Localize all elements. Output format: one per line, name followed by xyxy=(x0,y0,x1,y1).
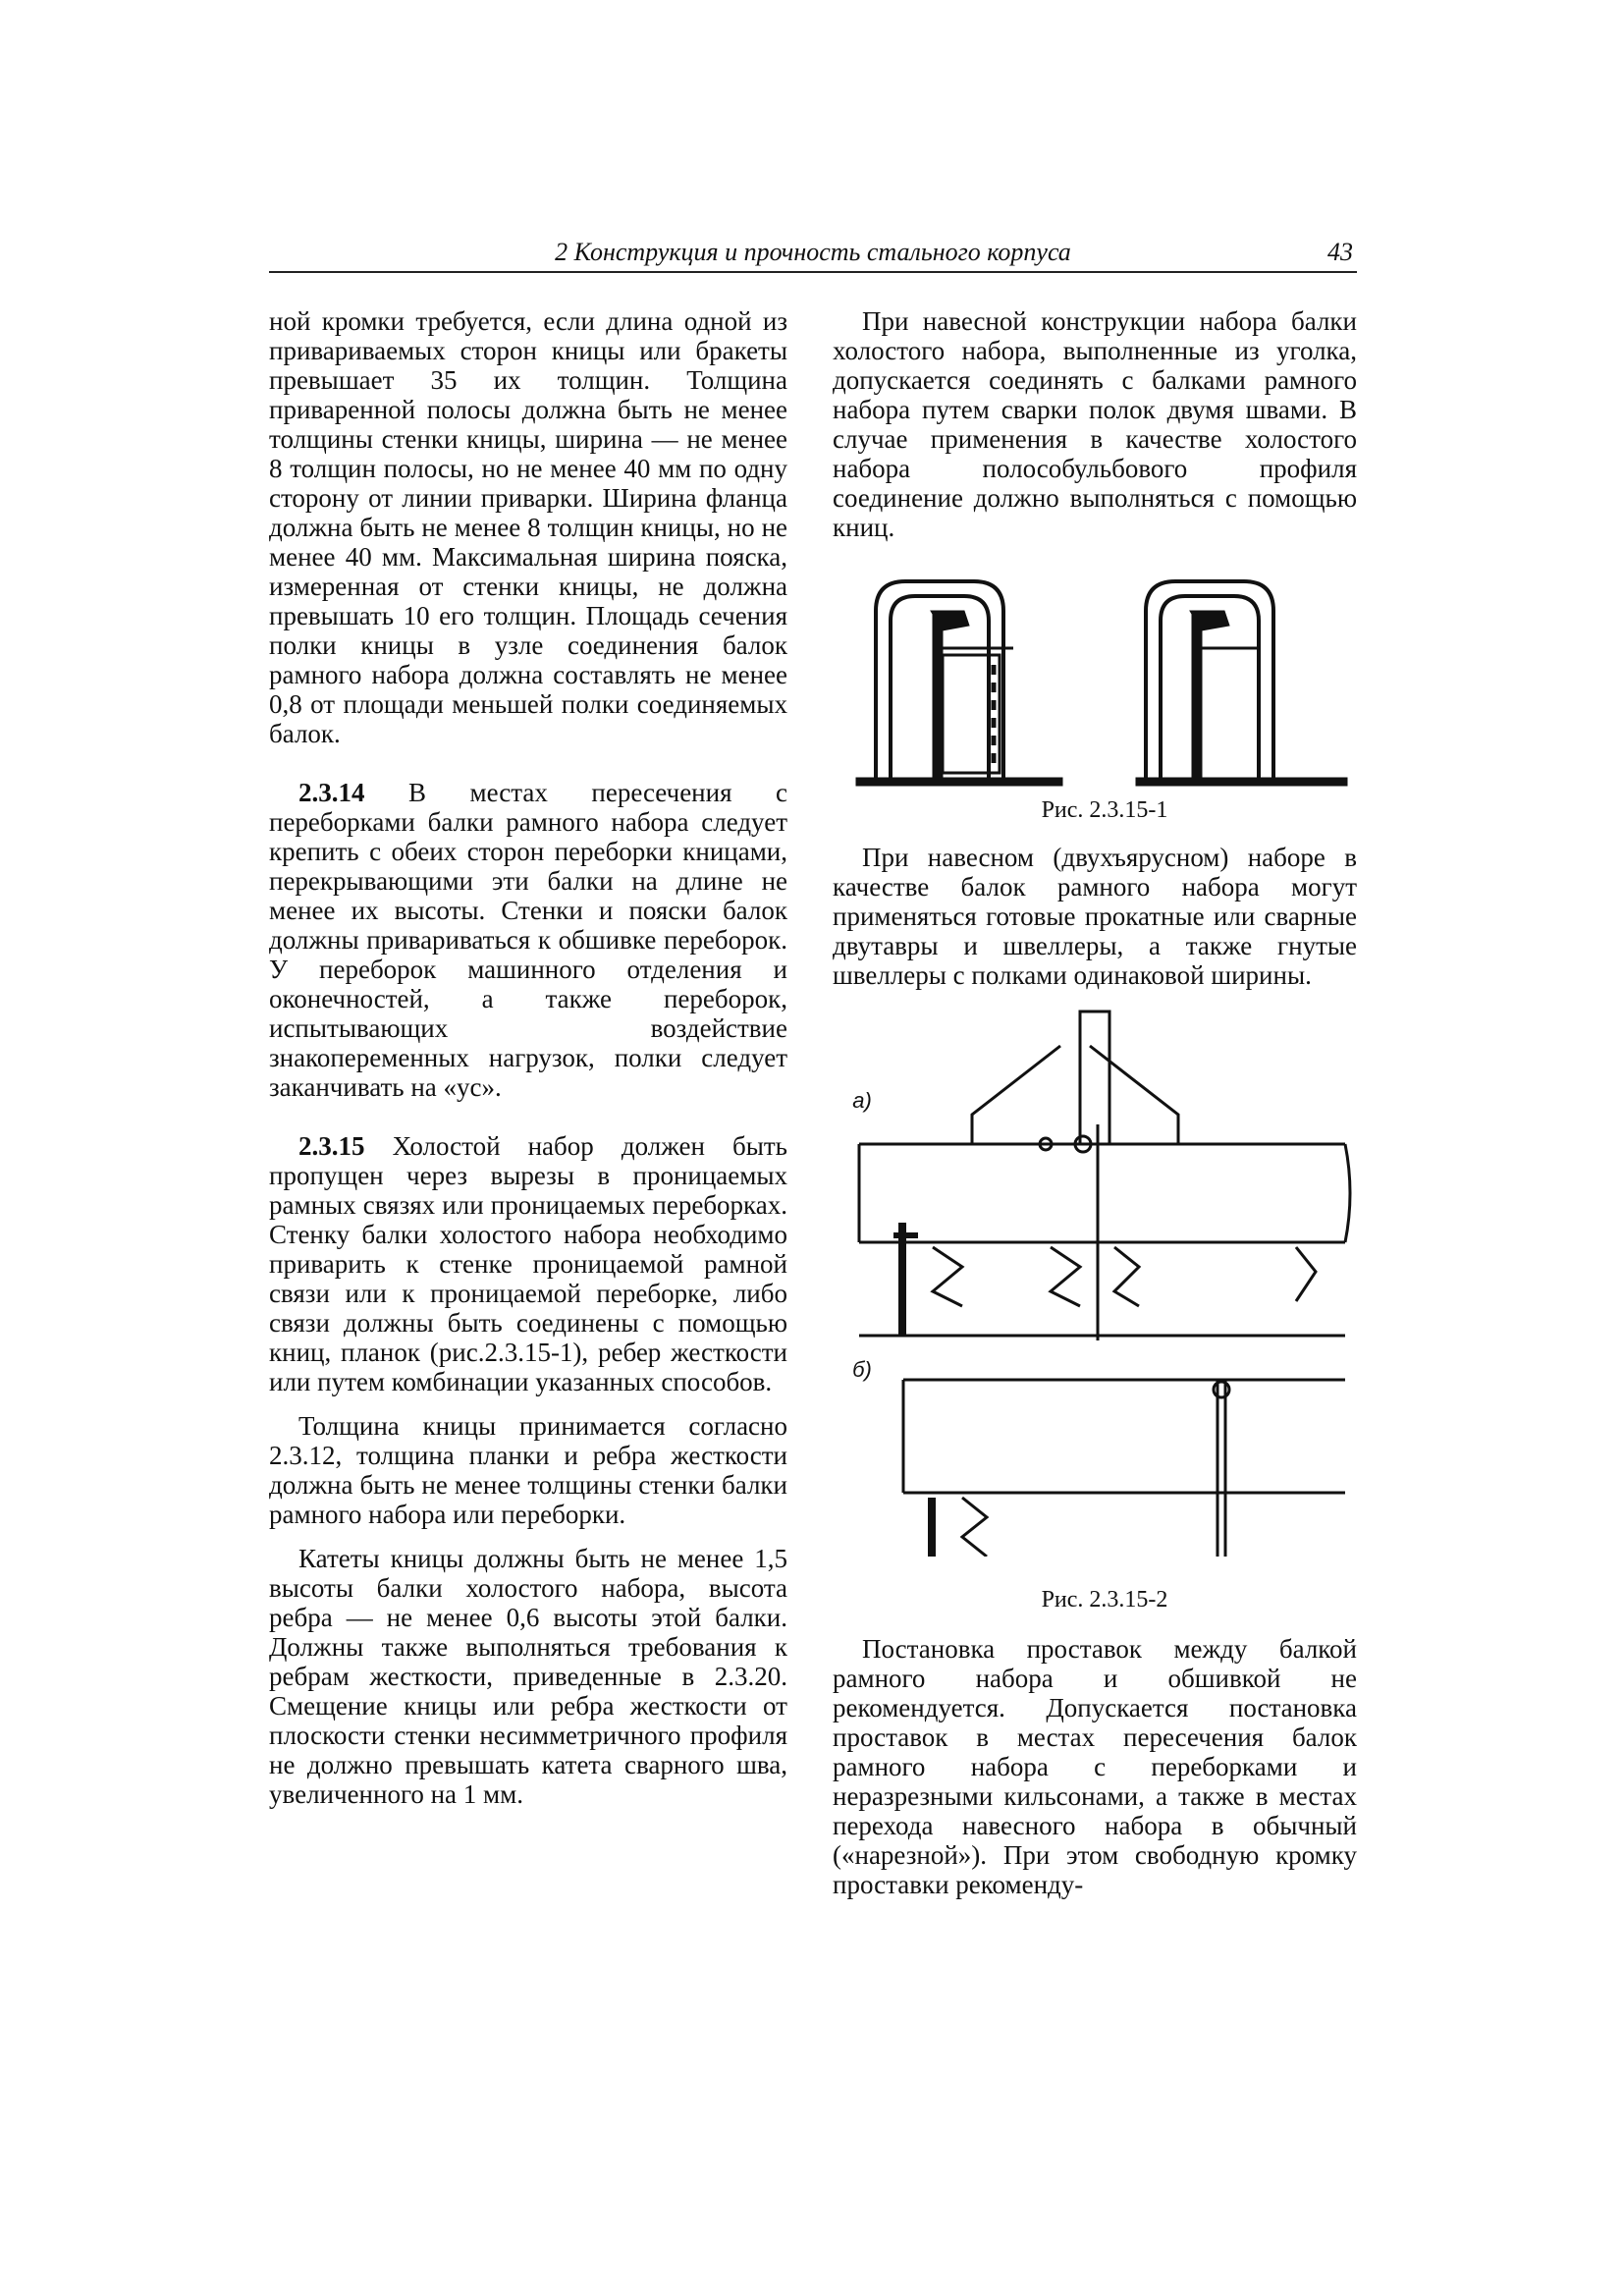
figure-2-label-b: б) xyxy=(852,1357,872,1382)
paragraph-continued: ной кромки требуется, если длина одной из привариваемых сторон кницы или бракеты превышает 35 их толщин. Толщина приваренной полосы должна быть не менее толщины стенки кницы, ширина — не менее 8 толщин полосы, но не менее 40 мм по одну сторону от линии приварки. Ширина фланца должна быть не менее 8 толщин кницы, но не менее 40 мм. Максимальная ширина пояска, измеренная от стенки кницы, не должна превышать 10 его толщин. Площадь сечения полки кницы в узле соединения балок рамного набора должна составлять не менее 0,8 от площади меньшей полки соединяемых балок. xyxy=(269,306,787,748)
figure-2-label-a: а) xyxy=(852,1088,872,1113)
paragraph-double-tier: При навесном (двухъярусном) наборе в качестве балок рамного набора могут применяться готовые прокатные или сварные двутавры и швеллеры, а также гнутые швеллеры с полками одинаковой ширины. xyxy=(833,843,1357,990)
figure-2-3-15-1 xyxy=(846,572,1367,790)
figure-2-3-15-2 xyxy=(854,1007,1357,1557)
left-column xyxy=(269,306,787,1809)
page-number: 43 xyxy=(1327,238,1353,266)
right-column-bottom xyxy=(833,1634,1357,1899)
paragraph-hanging-frame: При навесной конструкции набора балки холостого набора, выполненные из уголка, допускается соединять с балками рамного набора путем сварки полок двумя швами. В случае применения в качестве холостого набора полособульбового профиля соединение должно выполняться с помощью книц. xyxy=(833,306,1357,542)
paragraph-bracket-thickness: Толщина кницы принимается согласно 2.3.12, толщина планки и ребра жесткости должна быть не менее толщины стенки балки рамного набора или переборки. xyxy=(269,1411,787,1529)
paragraph-2-3-14 xyxy=(269,778,787,1102)
paragraph-spacers: Постановка проставок между балкой рамного набора и обшивкой не рекомендуется. Допускается постановка проставок в местах пересечения балок рамного набора с переборками и неразрезными кильсонами, а также в местах перехода навесного набора в обычный («нарезной»). При этом свободную кромку проставки рекоменду- xyxy=(833,1634,1357,1899)
figure-1-caption: Рис. 2.3.15-1 xyxy=(1041,797,1168,823)
paragraph-bracket-legs: Катеты кницы должны быть не менее 1,5 высоты балки холостого набора, высота ребра — не менее 0,6 высоты этой балки. Должны также выполняться требования к ребрам жесткости, приведенные в 2.3.20. Смещение кницы или ребра жесткости от плоскости стенки несимметричного профиля не должно превышать катета сварного шва, увеличенного на 1 мм. xyxy=(269,1544,787,1809)
section-number-2-3-14: 2.3.14 xyxy=(298,778,365,807)
figure-2-caption: Рис. 2.3.15-2 xyxy=(1041,1587,1168,1613)
right-column-middle xyxy=(833,843,1357,990)
section-number-2-3-15: 2.3.15 xyxy=(298,1131,365,1161)
running-header-title: 2 Конструкция и прочность стального корпуса xyxy=(555,238,1071,266)
running-header xyxy=(269,238,1357,273)
paragraph-2-3-14-text: В местах пересечения с переборками балки рамного набора следует крепить с обеих сторон переборки кницами, перекрывающими эти балки на длине не менее их высоты. Стенки и пояски балок должны привариваться к обшивке переборок. У переборок машинного отделения и оконечностей, а также переборок, испытывающих воздействие знакопеременных нагрузок, полки следует заканчивать на «ус». xyxy=(269,778,787,1102)
right-column xyxy=(833,306,1357,542)
paragraph-2-3-15 xyxy=(269,1131,787,1396)
paragraph-2-3-15-text: Холостой набор должен быть пропущен через вырезы в проницаемых рамных связях или проницаемых переборках. Стенку балки холостого набора необходимо приварить к стенке проницаемой рамной связи или к проницаемой переборке, либо связи должны быть соединены с помощью книц, планок (рис.2.3.15-1), ребер жесткости или путем комбинации указанных способов. xyxy=(269,1131,787,1396)
